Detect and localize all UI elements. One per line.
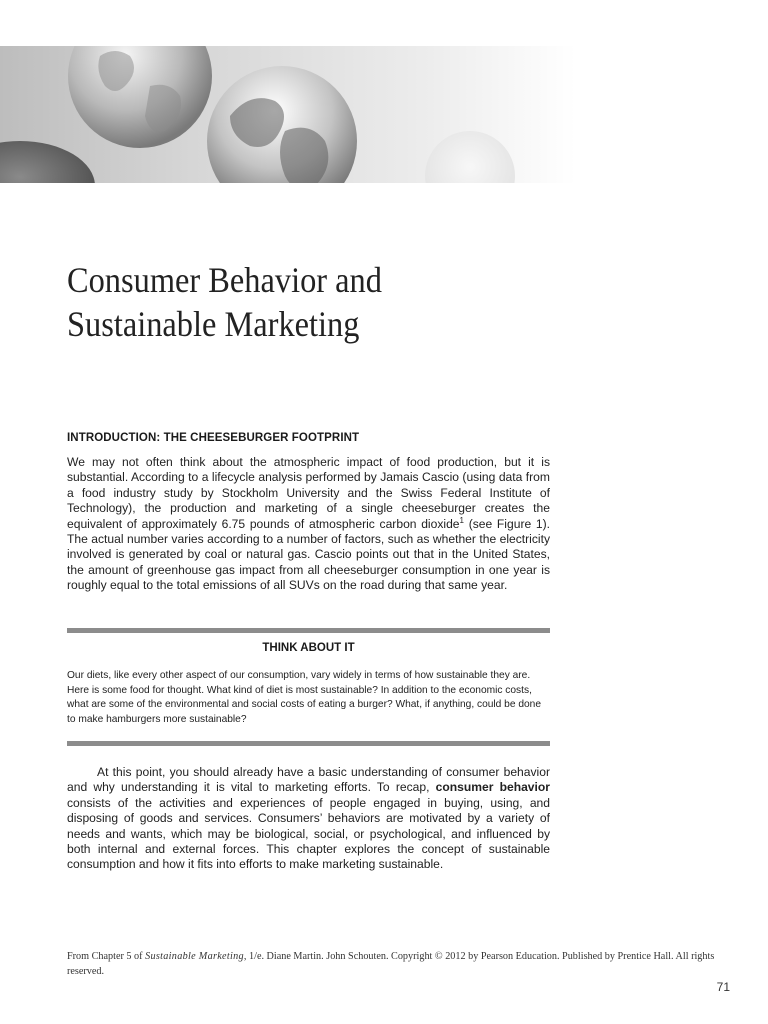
think-about-it-text: Our diets, like every other aspect of our consumption, vary widely in terms of how sustainable they are. Here is some food for thought. What kind of diet is most sustainable? In addition to the economic costs, what are some of the environmental and social costs of eating a burger? What, if anything, could be done to make hamburgers more sustainable? [67,670,542,725]
box-top-rule [67,628,550,633]
intro-paragraph [67,455,550,594]
globes-illustration [0,46,768,183]
section-heading: INTRODUCTION: THE CHEESEBURGER FOOTPRINT [67,432,360,444]
recap-paragraph [67,765,550,873]
globe-faded [425,131,515,183]
recap-text-part2: consists of the activities and experiences of people engaged in buying, using, and disposing of goods and services. Consumers’ behaviors are motivated by a variety of needs and wants, which may be biological, social, or psychological, and influenced by both internal and external forces. This chapter explores the concept of sustainable consumption and how it fits into efforts to make marketing sustainable. [67,795,550,872]
think-about-it-title: THINK ABOUT IT [262,642,355,654]
recap-text-part1: At this point, you should already have a basic understanding of consumer behavior and why understanding it is vital to marketing efforts. To recap, [67,765,550,795]
consumer-behavior-term: consumer behavior [435,780,550,795]
globe-left [68,46,212,148]
chapter-title-line2: Sustainable Marketing [67,304,360,344]
globes-banner [0,46,768,183]
book-title: Sustainable Marketing [145,951,244,962]
source-footnote [67,949,727,979]
page-number: 71 [716,980,730,994]
box-bottom-rule [67,741,550,746]
footnote-suffix: , 1/e. Diane Martin. John Schouten. Copyright © 2012 by Pearson Education. Published by Prentice Hall. All rights reserved. [67,951,715,977]
intro-text-part1: We may not often think about the atmospheric impact of food production, but it is substantial. According to a lifecycle analysis performed by Jamais Cascio (using data from a food industry study by Stockholm University and the Swiss Federal Institute of Technology), the production and marketing of a single cheeseburger creates the equivalent of approximately 6.75 pounds of atmospheric carbon dioxide [67,455,550,531]
chapter-title-line1: Consumer Behavior and [67,260,382,300]
footnote-marker: 1 [459,515,464,525]
footnote-prefix: From Chapter 5 of [67,951,146,962]
dark-globe-partial [0,141,95,183]
intro-text-part2: (see Figure 1). The actual number varies according to a number of factors, such as whether the electricity involved is generated by coal or natural gas. Cascio points out that in the United States, the amount of greenhouse gas impact from all cheeseburger consumption in one year is roughly equal to the total emissions of all SUVs on the road during that same year. [67,516,551,593]
chapter-title [67,258,625,346]
